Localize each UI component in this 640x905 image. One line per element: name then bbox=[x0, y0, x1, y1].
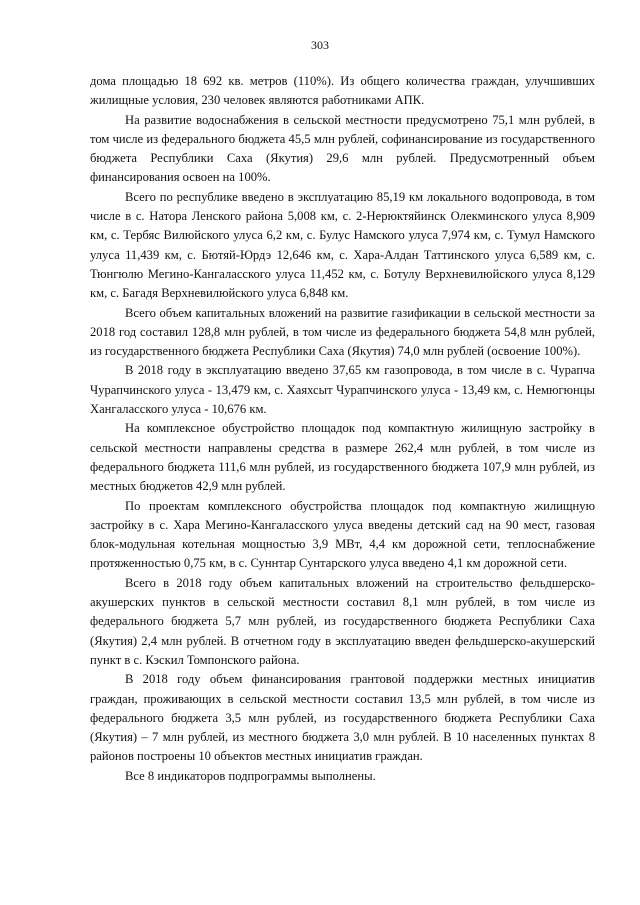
paragraph-compact-housing-projects: По проектам комплексного обустройства площадок под компактную жилищную застройку в с. Хара Мегино-Кангаласского улуса введены детский сад на 90 мест, газовая блок-модульная котельная мощностью 3,9 МВт, 4,4 км дорожной сети, теплоснабжение протяженностью 0,75 км, в с. Суннтар Сунтарского улуса введено 4,1 км дорожной сети. bbox=[90, 498, 595, 571]
paragraph-water-supply-funding: На развитие водоснабжения в сельской местности предусмотрено 75,1 млн рублей, в том числе из федерального бюджета 45,5 млн рублей, софинансирование из государственного бюджета Республики Саха (Якутия) 29,6 млн рублей. Предусмотренный объем финансирования освоен на 100%. bbox=[90, 112, 595, 185]
page-number: 303 bbox=[311, 38, 329, 52]
paragraph-water-pipeline-commissioned: Всего по республике введено в эксплуатацию 85,19 км локального водопровода, в том числе в с. Натора Ленского района 5,008 км, с. 2-Нерюктяйинск Олекминского улуса 8,909 км, с. Тербяс Вилюйского улуса 6,2 км, с. Булус Намского улуса 7,974 км, с. Тумул Намского улуса 11,439 км, с. Бютяй-Юрдэ 12,646 км, с. Хара-Алдан Таттинского улуса 6,589 км, с. Тюнгюлю Мегино-Кангаласского улуса 11,452 км, с. Ботулу Верхневилюйского улуса 8,129 км, с. Багадя Верхневилюйского улуса 6,848 км. bbox=[90, 189, 595, 301]
paragraph-housing-continuation: дома площадью 18 692 кв. метров (110%). Из общего количества граждан, улучшивших жилищные условия, 230 человек являются работниками АПК. bbox=[90, 74, 595, 108]
paragraph-indicators-summary: Все 8 индикаторов подпрограммы выполнены. bbox=[125, 768, 376, 783]
paragraph-medical-stations: Всего в 2018 году объем капитальных вложений на строительство фельдшерско-акушерских пунктов в сельской местности составил 8,1 млн рублей, в том числе из федерального бюджета 5,7 млн рублей, из государственного бюджета Республики Саха (Якутия) 2,4 млн рублей. В отчетном году в эксплуатацию введен фельдшерско-акушерский пункт в с. Кэскил Томпонского района. bbox=[90, 575, 595, 667]
document-body bbox=[90, 72, 595, 786]
paragraph-grant-support: В 2018 году объем финансирования грантовой поддержки местных инициатив граждан, проживающих в сельской местности составил 13,5 млн рублей, в том числе из федерального бюджета 3,5 млн рублей, из государственного бюджета Республики Саха (Якутия) – 7 млн рублей, из местного бюджета 3,0 млн рублей. В 10 населенных пунктах 8 районов построены 10 объектов местных инициатив граждан. bbox=[90, 672, 595, 764]
paragraph-compact-housing-funding: На комплексное обустройство площадок под компактную жилищную застройку в сельской местности направлены средства в размере 262,4 млн рублей, в том числе из федерального бюджета 111,6 млн рублей, из государственного бюджета 107,9 млн рублей, из местных бюджетов 42,9 млн рублей. bbox=[90, 421, 595, 494]
paragraph-gas-pipeline-commissioned: В 2018 году в эксплуатацию введено 37,65 км газопровода, в том числе в с. Чурапча Чурапчинского улуса - 13,479 км, с. Хаяхсыт Чурапчинского улуса - 13,49 км, с. Немюгюнцы Хангаласского улуса - 10,676 км. bbox=[90, 363, 595, 417]
paragraph-gasification-funding: Всего объем капитальных вложений на развитие газификации в сельской местности за 2018 год составил 128,8 млн рублей, в том числе из федерального бюджета 54,8 млн рублей, из государственного бюджета Республики Саха (Якутия) 74,0 млн рублей (освоение 100%). bbox=[90, 305, 595, 359]
